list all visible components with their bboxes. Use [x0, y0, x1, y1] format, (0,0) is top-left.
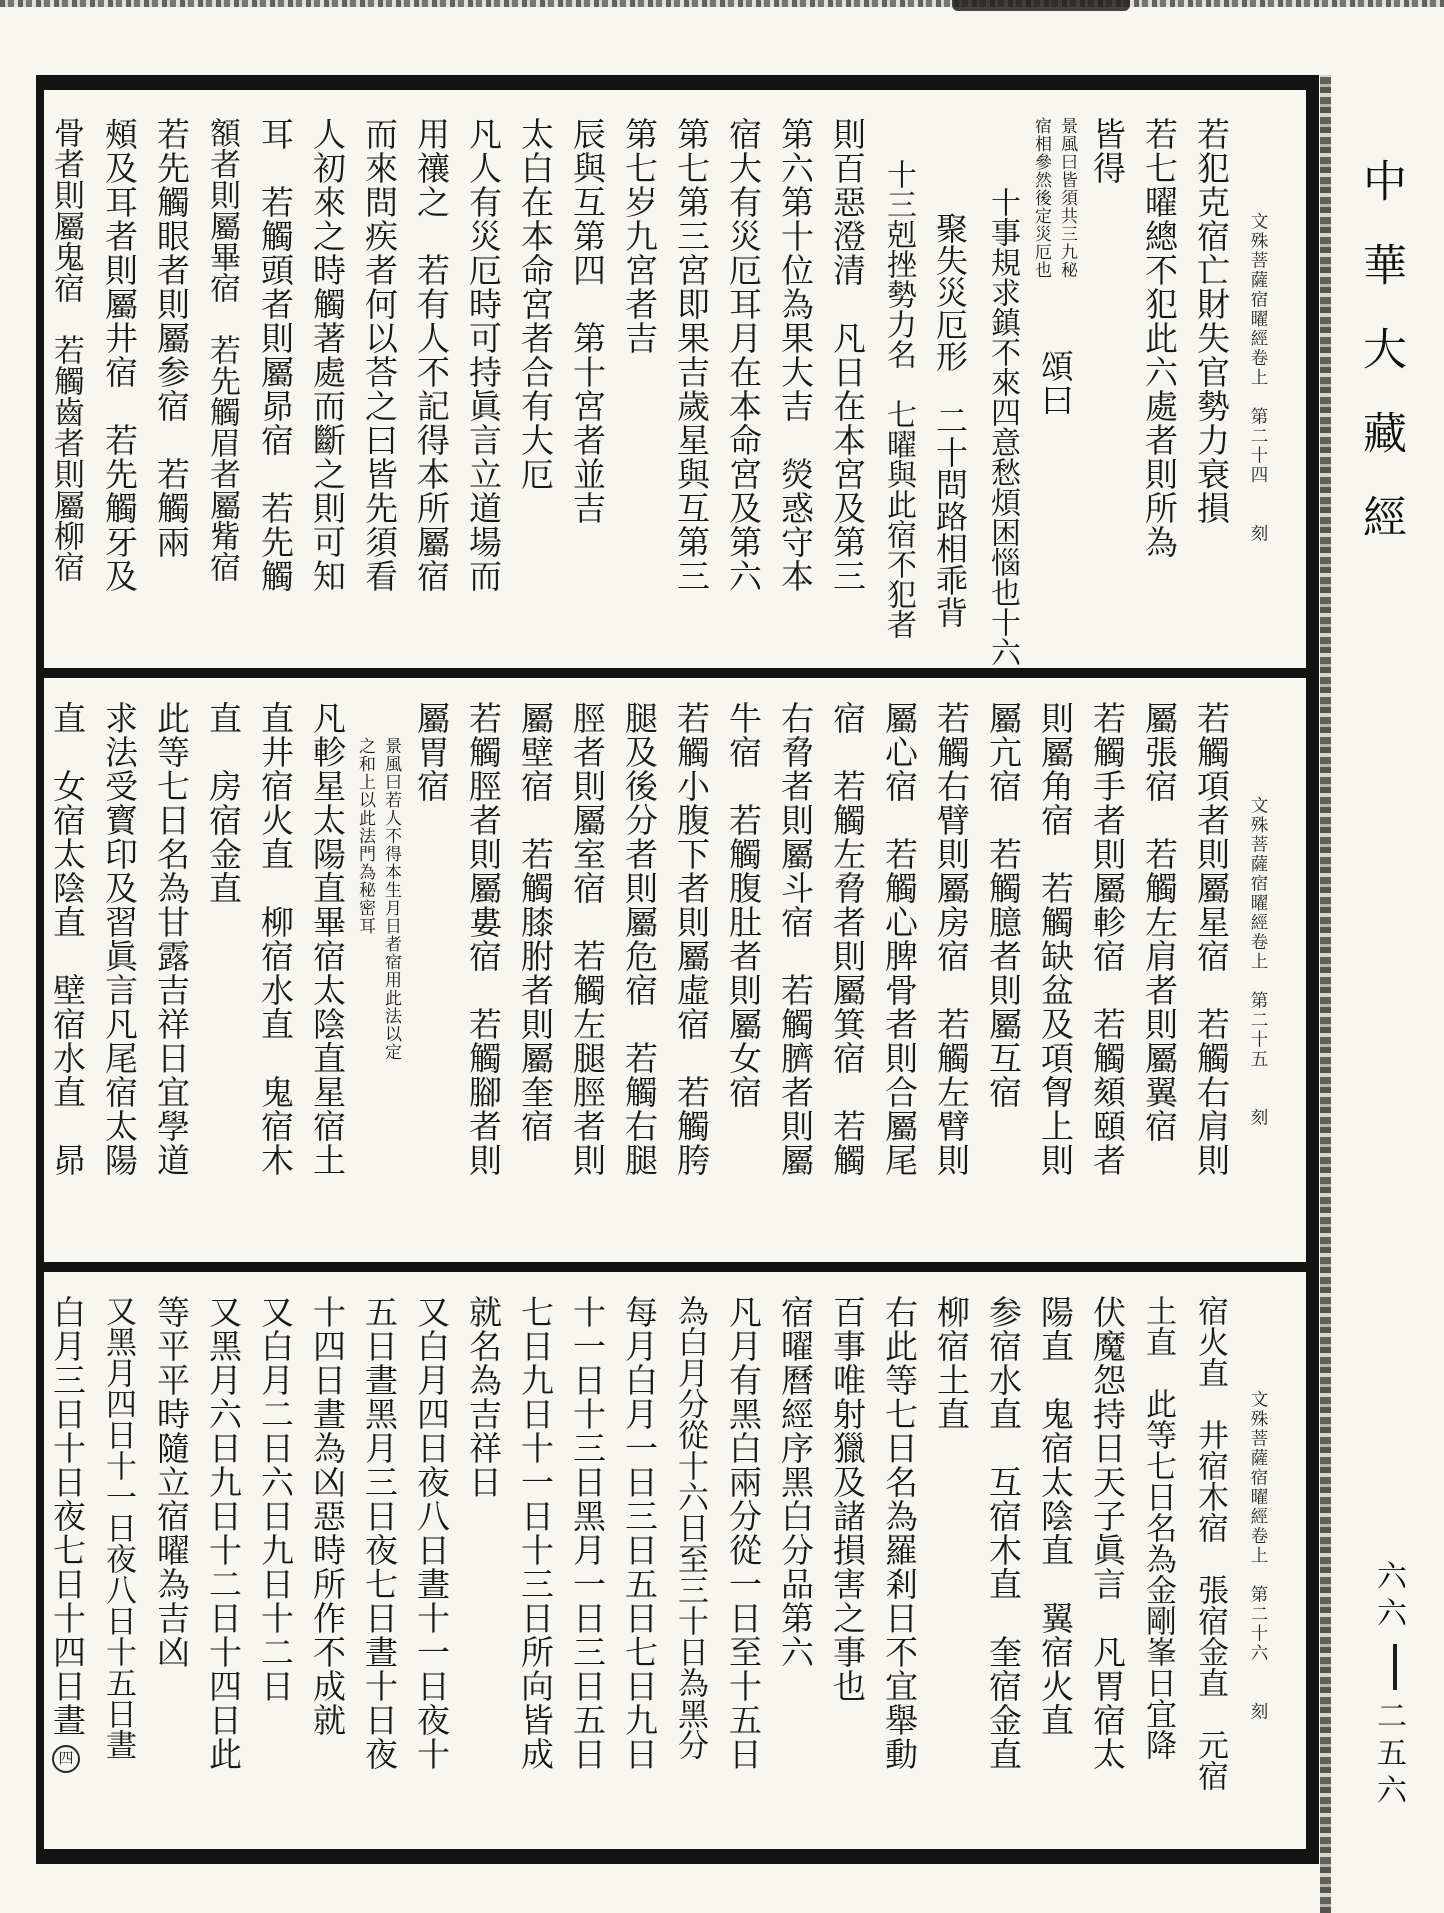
page-number-dash — [1393, 1644, 1397, 1690]
middle-panel — [44, 679, 1306, 1262]
text-column: 百事唯射獵及諸損害之事也 — [828, 1295, 864, 1703]
text-column: 皆得 — [1088, 117, 1124, 185]
text-column: 土直 此等七日名為金剛峯日宜降 — [1141, 1295, 1176, 1760]
text-column: 聚失災厄形 二十問路相乖背 — [932, 212, 968, 628]
text-column: 十四日晝為凶惡時所作不成就 — [308, 1295, 344, 1737]
text-column: 則百惡澄清 凡日在本宮及第三 — [828, 117, 864, 593]
text-column: 第七第三宮即果吉歲星與互第三 — [672, 117, 708, 593]
text-column: 脛者則屬室宿 若觸左腿脛者則 — [568, 701, 604, 1177]
text-column: 七日九日十一日十三日所向皆成 — [516, 1295, 552, 1771]
text-column: 人初來之時觸著處而斷之則可知 — [308, 117, 344, 593]
text-column: 屬心宿 若觸心脾骨者則合屬尾 — [880, 701, 916, 1177]
text-column: 宿大有災厄耳月在本命宮及第六 — [724, 117, 760, 593]
text-column: 屬亢宿 若觸臆者則屬互宿 — [984, 701, 1020, 1109]
bottom-panel — [44, 1273, 1306, 1849]
text-column: 十事規求鎮不來四意愁煩困惱也十六 — [986, 187, 1019, 667]
text-column: 為白月分從十六日至三十日為黑分 — [673, 1295, 708, 1760]
panel-divider-1 — [44, 668, 1306, 678]
text-column: 若觸手者則屬軫宿 若觸頦頤者 — [1088, 701, 1124, 1177]
text-column: 柳宿土直 — [932, 1295, 968, 1431]
annotation-line: 之和上以此法門為秘密耳 — [356, 737, 375, 935]
text-column: 第六第十位為果大吉 熒惑守本 — [776, 117, 812, 593]
text-column: 又白月二日六日九日十二日 — [256, 1295, 292, 1703]
text-column: 額者則屬畢宿 若先觸眉者屬觜宿 — [205, 117, 240, 582]
text-column: 屬胃宿 — [412, 701, 448, 803]
text-column: 用禳之 若有人不記得本所屬宿 — [412, 117, 448, 593]
text-column: 十一日十三日黑月一日三日五日 — [568, 1295, 604, 1771]
text-column: 骨者則屬鬼宿 若觸齒者則屬柳宿 — [49, 117, 84, 582]
annotation-line: 景風曰若人不得本生月日者宿用此法以定 — [382, 737, 401, 1061]
scan-edge-top — [0, 0, 1444, 7]
text-column: 耳 若觸頭者則屬昴宿 若先觸 — [256, 117, 292, 593]
text-column: 直 房宿金直 — [204, 701, 240, 905]
text-column: 宿 若觸左脅者則屬箕宿 若觸 — [828, 701, 864, 1177]
text-column: 又黑月四日十一日夜八日十五日晝 — [101, 1295, 136, 1760]
panel-divider-2 — [44, 1262, 1306, 1272]
text-column: 又白月四日夜八日晝十一日夜十 — [412, 1295, 448, 1771]
text-column: 凡軫星太陽直畢宿太陰直星宿土 — [308, 701, 344, 1177]
annotation-line: 景風曰皆須共三九秘 — [1058, 117, 1077, 279]
text-column: 白月三日十日夜七日十四日晝四 — [40, 1295, 92, 1849]
page-number-page: 二五六 — [1372, 1700, 1405, 1811]
text-column: 若觸小腹下者則屬虛宿 若觸胯 — [672, 701, 708, 1177]
text-column: 辰與互第四 第十宮者並吉 — [568, 117, 604, 525]
text-column: 若觸脛者則屬婁宿 若觸腳者則 — [464, 701, 500, 1177]
page-number-volume: 六六 — [1372, 1560, 1405, 1634]
text-column: 参宿水直 互宿木直 奎宿金直 — [984, 1295, 1020, 1771]
canon-title: 中華大藏經 — [1356, 158, 1405, 578]
text-column: 腿及後分者則屬危宿 若觸右腿 — [620, 701, 656, 1177]
text-column: 直井宿火直 柳宿水直 鬼宿木 — [256, 701, 292, 1177]
scan-blotch — [952, 0, 1130, 11]
text-column: 太白在本命宮者合有大厄 — [516, 117, 552, 491]
top-panel — [44, 95, 1306, 668]
text-column: 就名為吉祥日 — [464, 1295, 500, 1499]
text-column: 若先觸眼者則屬参宿 若觸兩 — [152, 117, 188, 559]
text-column: 第七岁九宮者吉 — [620, 117, 656, 355]
text-column: 伏魔怨持日天子眞言 凡胃宿太 — [1088, 1295, 1124, 1771]
running-title-column: 文殊菩薩宿曜經卷上 第二十六 刻 — [1249, 1390, 1269, 1722]
text-column: 陽直 鬼宿太陰直 翼宿火直 — [1036, 1295, 1072, 1737]
text-column: 若七曜總不犯此六處者則所為 — [1140, 117, 1176, 559]
text-column: 每月白月一日三日五日七日九日 — [620, 1295, 656, 1771]
verse-marker: 頌曰 — [1036, 349, 1072, 417]
text-column: 屬壁宿 若觸膝胕者則屬奎宿 — [516, 701, 552, 1143]
text-column: 宿火直 井宿木宿 張宿金直 元宿 — [1193, 1295, 1228, 1791]
text-column: 凡人有災厄時可持眞言立道場而 — [464, 117, 500, 593]
scan-edge-right — [1320, 75, 1331, 1913]
collation-note: 四 — [52, 1745, 80, 1773]
text-column: 若觸項者則屬星宿 若觸右肩則 — [1192, 701, 1228, 1177]
text-column: 凡月有黑白兩分從一日至十五日 — [724, 1295, 760, 1771]
text-column: 牛宿 若觸腹肚者則屬女宿 — [724, 701, 760, 1109]
text-column: 右此等七日名為羅剎日不宜舉動 — [880, 1295, 916, 1771]
text-column: 右脅者則屬斗宿 若觸臍者則屬 — [776, 701, 812, 1177]
text-column: 而來問疾者何以荅之曰皆先須看 — [360, 117, 396, 593]
text-column: 此等七日名為甘露吉祥日宜學道 — [152, 701, 188, 1177]
text-column: 又黑月六日九日十二日十四日此 — [204, 1295, 240, 1771]
text-column: 求法受寳印及習眞言凡尾宿太陽 — [100, 701, 136, 1177]
annotation-column — [352, 701, 404, 1262]
text-column: 則屬角宿 若觸缺盆及項胷上則 — [1036, 701, 1072, 1177]
text-column: 十三剋挫勢力名 七曜與此宿不犯者 — [882, 159, 915, 639]
text-column: 宿曜曆經序黑白分品第六 — [776, 1295, 812, 1669]
text-column: 等平平時隨立宿曜為吉凶 — [152, 1295, 188, 1669]
text-column: 若犯克宿亡財失官勢力衰損 — [1192, 117, 1228, 525]
annotation-column — [1028, 117, 1080, 668]
running-title-column: 文殊菩薩宿曜經卷上 第二十四 刻 — [1249, 212, 1269, 544]
text-column: 若觸右臂則屬房宿 若觸左臂則 — [932, 701, 968, 1177]
running-title-column: 文殊菩薩宿曜經卷上 第二十五 刻 — [1249, 796, 1269, 1128]
text-column: 頰及耳者則屬井宿 若先觸牙及 — [100, 117, 136, 593]
text-column: 屬張宿 若觸左肩者則屬翼宿 — [1140, 701, 1176, 1143]
text-column: 直 女宿太陰直 壁宿水直 昴 — [48, 701, 84, 1177]
page-number — [1366, 1560, 1410, 1811]
text-column: 五日晝黑月三日夜七日晝十日夜 — [360, 1295, 396, 1771]
annotation-line: 宿相參然後定災厄也 — [1032, 117, 1051, 279]
